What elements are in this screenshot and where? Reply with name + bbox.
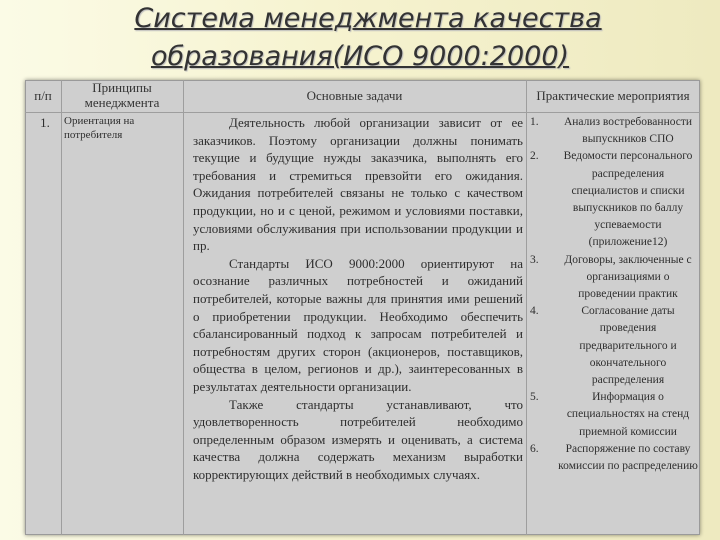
principle-cell: Ориентация на потребителя [64,115,135,141]
tasks-paragraph-3: Также стандарты устанавливают, что удовлетворенность потребителей необходимо определенным образом измерять и оценивать, а система качества должна содержать механизм выработки корректирующих действий в необходимых случаях. [193,396,523,482]
measure-item [530,252,698,304]
header-principles: Принципы менеджмента [84,80,160,110]
measure-item [530,303,698,389]
column-divider [61,80,62,535]
column-divider [183,80,184,535]
tasks-cell [193,114,523,483]
measure-number: 3. [530,253,539,266]
measure-number: 5. [530,391,539,404]
measure-number: 4. [530,305,539,318]
measure-text: Распоряжение по составу комиссии по распределению [558,442,698,473]
header-measures: Практические мероприятия [536,87,690,103]
header-divider [25,112,700,113]
tasks-paragraph-2: Стандарты ИСО 9000:2000 ориентируют на осознание различных потребностей и ожиданий потребителей, которые важны для принятия ими решений о приобретении продукции. Необходимо обеспечить сбалансированный подход к запросам потребителей и потребностям других сторон (акционеров, поставщиков, общества в целом, регионов и др.), заинтересованных в результатах деятельности организации. [193,255,523,394]
measure-text: Информация о специальностях на стенд приемной комиссии [566,391,690,438]
title-line-1: Система менеджмента качества [134,3,602,34]
measure-number: 2. [530,150,539,163]
measure-number: 6. [530,442,539,455]
measures-list [530,114,698,475]
tasks-paragraph-1: Деятельность любой организации зависит от ее заказчиков. Поэтому организации должны понимать текущие и будущие нужды заказчика, выполнять его требования и стремиться превзойти его ожидания. Ожидания потребителей связаны не только с качеством продукции, но и с ценой, режимом и условиями поставки, условиями обслуживания при использовании продукции и пр. [193,115,523,254]
measure-text: Ведомости персонального распределения специалистов и списки выпускников по баллу успеваемости (приложение12) [563,150,693,249]
title-line-2: образования(ИСО 9000:2000) [150,41,570,72]
principles-table [25,80,700,535]
measure-number: 1. [530,116,539,128]
measure-text: Согласование даты проведения предварительного и окончательного распределения [579,305,677,387]
header-tasks: Основные задачи [306,87,403,103]
measure-item [530,148,698,251]
header-num: п/п [34,87,52,103]
measure-text: Анализ востребованности выпускников СПО [563,116,693,146]
row-number: 1. [40,115,50,130]
measure-text: Договоры, заключенные с организациями о проведении практик [564,253,692,301]
measure-item [530,441,698,475]
slide-title [0,0,720,76]
measure-item [530,114,698,148]
column-divider [526,80,527,535]
measure-item [530,389,698,441]
